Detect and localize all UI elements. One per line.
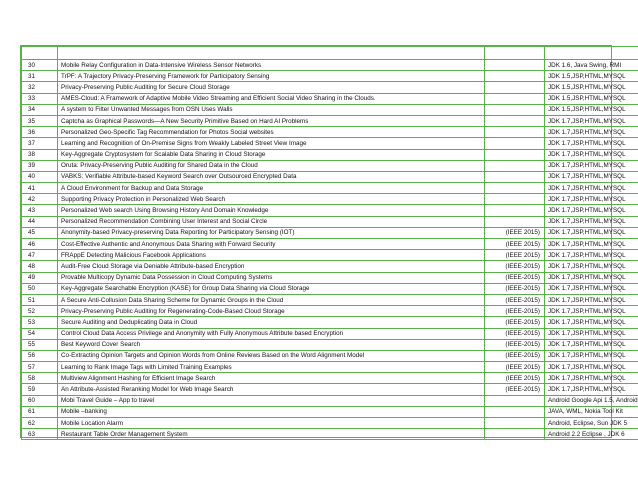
technology-cell: JDK 1.7,JSP,HTML,MYSQL [545, 115, 638, 126]
project-title-cell: A Cloud Environment for Backup and Data Storage [58, 183, 485, 194]
table-row [22, 429, 638, 440]
table-row [22, 395, 638, 406]
project-number-cell: 41 [22, 183, 58, 194]
ieee-year-cell [485, 82, 545, 93]
table-row [22, 82, 638, 93]
project-number-cell: 63 [22, 429, 58, 440]
technology-cell: JDK 1.7,JSP,HTML,MYSQL [545, 216, 638, 227]
table-row [22, 227, 638, 238]
project-title-cell: Personalized Geo-Specific Tag Recommendation for Photos Social websites [58, 127, 485, 138]
ieee-year-cell [485, 160, 545, 171]
ieee-year-cell: (IEEE 2015) [485, 250, 545, 261]
project-title-cell: TrPF: A Trajectory Privacy-Preserving Framework for Participatory Sensing [58, 71, 485, 82]
ieee-year-cell [485, 216, 545, 227]
project-number-cell: 60 [22, 395, 58, 406]
technology-cell: JDK 1.7,JSP,HTML,MYSQL [545, 149, 638, 160]
ieee-year-cell: (IEEE-2015) [485, 317, 545, 328]
technology-cell: JDK 1.5,JSP,HTML,MYSQL [545, 82, 638, 93]
technology-cell: JDK 1.7,JSP,HTML,MYSQL [545, 250, 638, 261]
technology-cell: JDK 1.5,JSP,HTML,MYSQL [545, 104, 638, 115]
technology-cell: JDK 1.7,JSP,HTML,MYSQL [545, 239, 638, 250]
project-number-cell: 47 [22, 250, 58, 261]
ieee-year-cell [485, 71, 545, 82]
ieee-year-cell [485, 395, 545, 406]
table-row [22, 339, 638, 350]
project-number-cell: 59 [22, 384, 58, 395]
project-number-cell: 40 [22, 171, 58, 182]
technology-cell: JDK 1.7,JSP,HTML,MYSQL [545, 384, 638, 395]
ieee-year-cell [485, 205, 545, 216]
table-row [22, 104, 638, 115]
project-title-cell: VABKS: Verifiable Attribute-based Keyword Search over Outsourced Encrypted Data [58, 171, 485, 182]
project-title-cell: Privacy-Preserving Public Auditing for Regenerating-Code-Based Cloud Storage [58, 306, 485, 317]
project-title-cell: Secure Auditing and Deduplicating Data in Cloud [58, 317, 485, 328]
table-row [22, 306, 638, 317]
project-number-cell: 42 [22, 194, 58, 205]
table-row [22, 216, 638, 227]
project-number-cell: 45 [22, 227, 58, 238]
ieee-year-cell: (IEEE-2015) [485, 306, 545, 317]
project-number-cell: 39 [22, 160, 58, 171]
project-number-cell [22, 47, 58, 60]
project-number-cell: 53 [22, 317, 58, 328]
ieee-year-cell: (IEEE 2015) [485, 373, 545, 384]
project-number-cell: 51 [22, 294, 58, 305]
project-number-cell: 48 [22, 261, 58, 272]
technology-cell [545, 47, 638, 60]
technology-cell: JDK 1.7,JSP,HTML,MYSQL [545, 317, 638, 328]
project-number-cell: 54 [22, 328, 58, 339]
project-number-cell: 32 [22, 82, 58, 93]
table-row [22, 239, 638, 250]
project-number-cell: 62 [22, 418, 58, 429]
project-title-cell: Oruta: Privacy-Preserving Public Auditing for Shared Data in the Cloud [58, 160, 485, 171]
technology-cell: JDK 1.7,JSP,HTML,MYSQL [545, 283, 638, 294]
table-row [22, 418, 638, 429]
table-row [22, 250, 638, 261]
project-number-cell: 57 [22, 362, 58, 373]
table-row [22, 171, 638, 182]
project-number-cell: 30 [22, 60, 58, 71]
project-number-cell: 49 [22, 272, 58, 283]
project-table [21, 46, 638, 440]
project-list-sheet [20, 45, 638, 438]
table-row [22, 294, 638, 305]
table-row [22, 373, 638, 384]
ieee-year-cell [485, 183, 545, 194]
ieee-year-cell [485, 104, 545, 115]
technology-cell: JAVA, WML, Nokia Tool Kit [545, 406, 638, 417]
table-row [22, 328, 638, 339]
ieee-year-cell: (IEEE-2015) [485, 261, 545, 272]
table-row [22, 261, 638, 272]
project-title-cell: Mobi Travel Guide – App to travel [58, 395, 485, 406]
technology-cell: JDK 1.7,JSP,HTML,MYSQL [545, 171, 638, 182]
project-title-cell: Personalized Web search Using Browsing History And Domain Knowledge [58, 205, 485, 216]
ieee-year-cell: (IEEE 2015) [485, 362, 545, 373]
technology-cell: JDK 1.7,JSP,HTML,MYSQL [545, 138, 638, 149]
table-row [22, 283, 638, 294]
table-row [22, 47, 638, 60]
project-number-cell: 37 [22, 138, 58, 149]
ieee-year-cell: (IEEE-2015) [485, 283, 545, 294]
project-title-cell: Key-Aggregate Searchable Encryption (KASE) for Group Data Sharing via Cloud Storage [58, 283, 485, 294]
ieee-year-cell [485, 429, 545, 440]
project-number-cell: 52 [22, 306, 58, 317]
project-title-cell: Mobile Relay Configuration in Data-Intensive Wireless Sensor Networks [58, 60, 485, 71]
ieee-year-cell [485, 115, 545, 126]
ieee-year-cell: (IEEE-2015) [485, 384, 545, 395]
technology-cell: JDK 1.7,JSP,HTML,MYSQL [545, 205, 638, 216]
project-title-cell: Control Cloud Data Access Privilege and Anonymity with Fully Anonymous Attribute based Encryption [58, 328, 485, 339]
technology-cell: Android, Eclipse, Sun JDK 5 [545, 418, 638, 429]
ieee-year-cell [485, 194, 545, 205]
technology-cell: JDK 1.7,JSP,HTML,MYSQL [545, 261, 638, 272]
technology-cell: Android 2.2 Eclipse , JDK 6 [545, 429, 638, 440]
project-number-cell: 44 [22, 216, 58, 227]
project-title-cell: Mobile Location Alarm [58, 418, 485, 429]
project-title-cell: Personalized Recommendation Combining User Interest and Social Circle [58, 216, 485, 227]
project-title-cell: Audit-Free Cloud Storage via Deniable Attribute-based Encryption [58, 261, 485, 272]
project-title-cell: Supporting Privacy Protection in Personalized Web Search [58, 194, 485, 205]
project-number-cell: 46 [22, 239, 58, 250]
project-number-cell: 55 [22, 339, 58, 350]
project-number-cell: 58 [22, 373, 58, 384]
ieee-year-cell [485, 406, 545, 417]
ieee-year-cell [485, 47, 545, 60]
ieee-year-cell [485, 418, 545, 429]
project-number-cell: 61 [22, 406, 58, 417]
project-number-cell: 38 [22, 149, 58, 160]
project-title-cell: Learning to Rank Image Tags with Limited Training Examples [58, 362, 485, 373]
technology-cell: JDK 1.7,JSP,HTML,MYSQL [545, 350, 638, 361]
project-title-cell: Restaurant Table Order Management System [58, 429, 485, 440]
technology-cell: Android Google Api 1.5, Android [545, 395, 638, 406]
technology-cell: JDK 1.7,JSP,HTML,MYSQL [545, 127, 638, 138]
ieee-year-cell: (IEEE 2015) [485, 227, 545, 238]
table-row [22, 71, 638, 82]
project-title-cell: Best Keyword Cover Search [58, 339, 485, 350]
project-number-cell: 34 [22, 104, 58, 115]
ieee-year-cell [485, 93, 545, 104]
project-title-cell: Multiview Alignment Hashing for Efficient Image Search [58, 373, 485, 384]
ieee-year-cell [485, 138, 545, 149]
technology-cell: JDK 1.6, Java Swing, RMI [545, 60, 638, 71]
technology-cell: JDK 1.7,JSP,HTML,MYSQL [545, 160, 638, 171]
table-row [22, 205, 638, 216]
project-title-cell: AMES-Cloud: A Framework of Adaptive Mobile Video Streaming and Efficient Social Video Sharing in the Clouds. [58, 93, 485, 104]
project-title-cell: Key-Aggregate Cryptosystem for Scalable Data Sharing in Cloud Storage [58, 149, 485, 160]
table-row [22, 317, 638, 328]
table-row [22, 160, 638, 171]
table-row [22, 60, 638, 71]
table-row [22, 127, 638, 138]
project-title-cell: A Secure Anti-Collusion Data Sharing Scheme for Dynamic Groups in the Cloud [58, 294, 485, 305]
ieee-year-cell: (IEEE-2015) [485, 328, 545, 339]
project-number-cell: 50 [22, 283, 58, 294]
project-title-cell: A system to Filter Unwanted Messages from OSN Uses Walls [58, 104, 485, 115]
table-row [22, 149, 638, 160]
project-title-cell: Captcha as Graphical Passwords—A New Security Primitive Based on Hard AI Problems [58, 115, 485, 126]
ieee-year-cell [485, 149, 545, 160]
technology-cell: JDK 1.7,JSP,HTML,MYSQL [545, 328, 638, 339]
ieee-year-cell: (IEEE-2015) [485, 339, 545, 350]
project-title-cell: Co-Extracting Opinion Targets and Opinion Words from Online Reviews Based on the Word Alignment Model [58, 350, 485, 361]
table-row [22, 384, 638, 395]
technology-cell: JDK 1.7,JSP,HTML,MYSQL [545, 272, 638, 283]
ieee-year-cell [485, 60, 545, 71]
project-number-cell: 36 [22, 127, 58, 138]
technology-cell: JDK 1.7,JSP,HTML,MYSQL [545, 294, 638, 305]
project-title-cell: Provable Multicopy Dynamic Data Possession in Cloud Computing Systems [58, 272, 485, 283]
technology-cell: JDK 1.5,JSP,HTML,MYSQL [545, 93, 638, 104]
table-row [22, 138, 638, 149]
project-title-cell: Learning and Recognition of On-Premise Signs from Weakly Labeled Street View Image [58, 138, 485, 149]
technology-cell: JDK 1.7,JSP,HTML,MYSQL [545, 306, 638, 317]
table-row [22, 115, 638, 126]
project-number-cell: 31 [22, 71, 58, 82]
technology-cell: JDK 1.7,JSP,HTML,MYSQL [545, 339, 638, 350]
table-row [22, 272, 638, 283]
project-number-cell: 35 [22, 115, 58, 126]
ieee-year-cell [485, 171, 545, 182]
project-number-cell: 33 [22, 93, 58, 104]
project-title-cell [58, 47, 485, 60]
technology-cell: JDK 1.7,JSP,HTML,MYSQL [545, 362, 638, 373]
project-number-cell: 43 [22, 205, 58, 216]
project-title-cell: An Attribute-Assisted Reranking Model for Web Image Search [58, 384, 485, 395]
technology-cell: JDK 1.7,JSP,HTML,MYSQL [545, 373, 638, 384]
technology-cell: JDK 1.7,JSP,HTML,MYSQL [545, 227, 638, 238]
project-title-cell: Cost-Effective Authentic and Anonymous Data Sharing with Forward Security [58, 239, 485, 250]
ieee-year-cell: (IEEE-2015) [485, 294, 545, 305]
table-row [22, 194, 638, 205]
table-row [22, 406, 638, 417]
ieee-year-cell [485, 127, 545, 138]
project-number-cell: 56 [22, 350, 58, 361]
table-row [22, 350, 638, 361]
project-title-cell: Privacy-Preserving Public Auditing for Secure Cloud Storage [58, 82, 485, 93]
project-title-cell: FRAppE Detecting Malicious Facebook Applications [58, 250, 485, 261]
table-row [22, 183, 638, 194]
technology-cell: JDK 1.5,JSP,HTML,MYSQL [545, 71, 638, 82]
project-table-body [22, 47, 638, 440]
technology-cell: JDK 1.7,JSP,HTML,MYSQL [545, 183, 638, 194]
ieee-year-cell: (IEEE 2015) [485, 239, 545, 250]
technology-cell: JDK 1.7,JSP,HTML,MYSQL [545, 194, 638, 205]
project-title-cell: Anonymity-based Privacy-preserving Data Reporting for Participatory Sensing (IOT) [58, 227, 485, 238]
table-row [22, 93, 638, 104]
ieee-year-cell: (IEEE-2015) [485, 272, 545, 283]
project-title-cell: Mobile –banking [58, 406, 485, 417]
table-row [22, 362, 638, 373]
ieee-year-cell: (IEEE-2015) [485, 350, 545, 361]
